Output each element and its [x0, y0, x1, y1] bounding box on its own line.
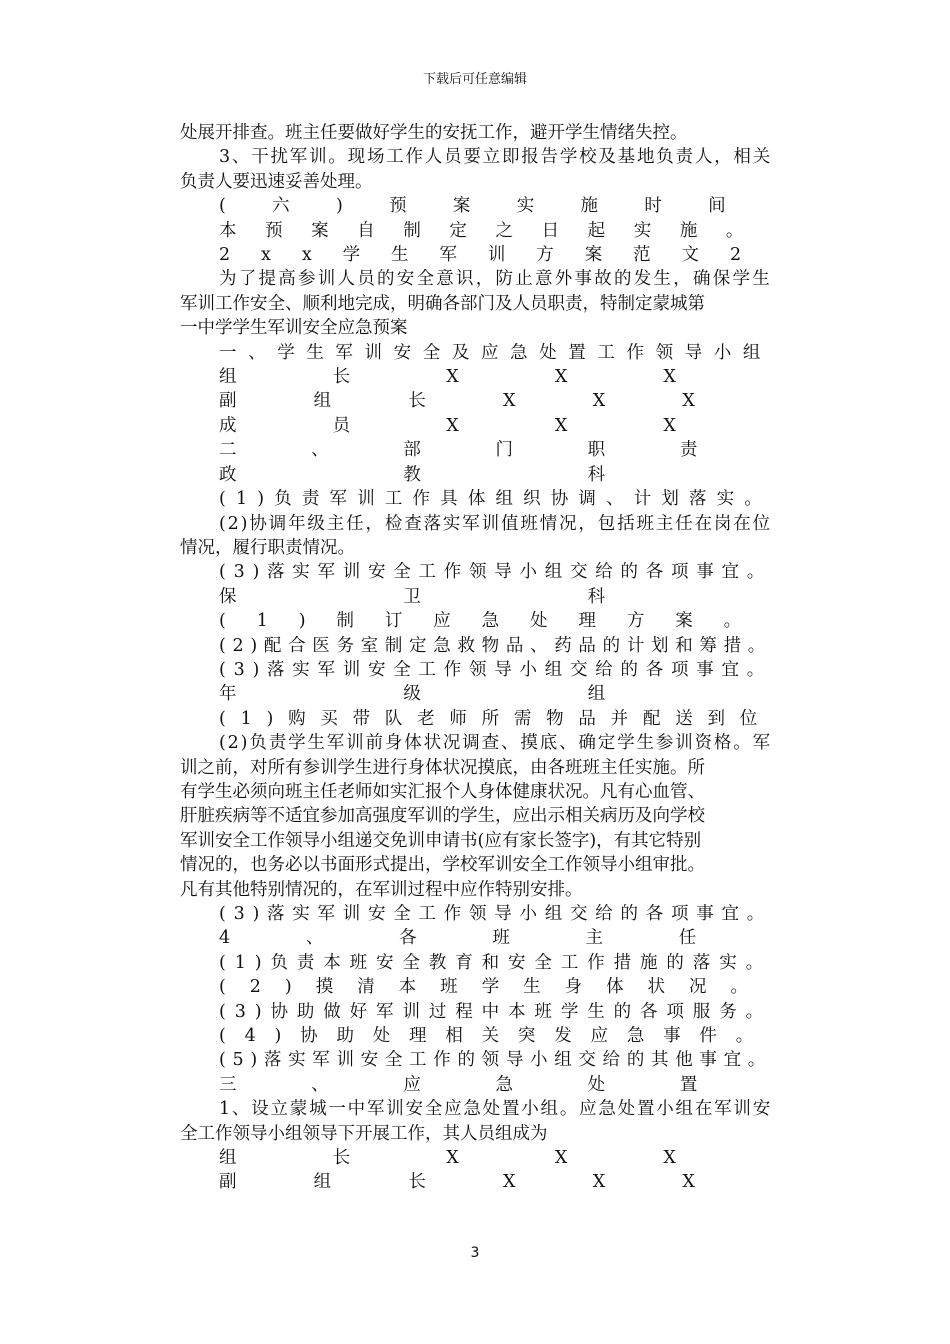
- text-line: 为了提高参训人员的安全意识，防止意外事故的发生，确保学生: [219, 269, 772, 290]
- section-heading: (六)预案实施时间: [219, 196, 772, 217]
- text-line: 训之前，对所有参训学生进行身体状况摸底，由各班班主任实施。所: [180, 757, 705, 778]
- text-line: (1)负责本班安全教育和安全工作措施的落实。: [219, 952, 772, 973]
- text-line: 副组长XXX: [219, 391, 772, 412]
- text-line: (3)落实军训安全工作领导小组交给的各项事宜。: [219, 659, 772, 680]
- section-heading: 三、应急处置: [219, 1074, 772, 1095]
- text-line: 成员XXX: [219, 415, 772, 436]
- text-line: 一中学学生军训安全应急预案: [180, 318, 408, 339]
- text-line: 副组长XXX: [219, 1172, 772, 1193]
- text-line: 3、干扰军训。现场工作人员要立即报告学校及基地负责人，相关: [219, 147, 772, 168]
- text-line: 肝脏疾病等不适宜参加高强度军训的学生，应出示相关病历及向学校: [180, 806, 705, 827]
- section-heading: 一、学生军训安全及应急处置工作领导小组: [219, 342, 772, 363]
- page-header: 下载后可任意编辑: [422, 72, 527, 87]
- text-line: 处展开排查。班主任要做好学生的安抚工作，避开学生情绪失控。: [180, 123, 688, 143]
- text-line: (1)负责军训工作具体组织协调、计划落实。: [219, 489, 772, 510]
- text-line: (5)落实军训安全工作的领导小组交给的其他事宜。: [219, 1050, 772, 1071]
- text-line: (3)协助做好军训过程中本班学生的各项服务。: [219, 1001, 772, 1022]
- text-line: (4)协助处理相关突发应急事件。: [219, 1026, 772, 1047]
- text-line: 组长XXX: [219, 1148, 772, 1169]
- text-line: 1、设立蒙城一中军训安全应急处置小组。应急处置小组在军训安: [219, 1099, 772, 1120]
- text-line: 组长XXX: [219, 367, 772, 388]
- text-line: 军训工作安全、顺利地完成，明确各部门及人员职责，特制定蒙城第: [180, 293, 705, 314]
- text-line: (2)负责学生军训前身体状况调查、摸底、确定学生参训资格。军: [219, 733, 772, 754]
- text-line: (1)购买带队老师所需物品并配送到位: [219, 708, 772, 729]
- text-line: 负责人要迅速妥善处理。: [180, 171, 373, 192]
- document-body: [180, 121, 772, 1195]
- text-line: (3)落实军训安全工作领导小组交给的各项事宜。: [219, 904, 772, 924]
- page-number: 3: [470, 1245, 480, 1261]
- text-line: (1)制订应急处理方案。: [219, 611, 772, 632]
- text-line: 全工作领导小组领导下开展工作，其人员组成为: [180, 1123, 548, 1144]
- text-line: 年级组: [219, 684, 772, 705]
- text-line: 军训安全工作领导小组递交免训申请书(应有家长签字)，有其它特别: [180, 830, 702, 851]
- text-line: 保卫科: [219, 586, 772, 607]
- text-line: 政教科: [219, 464, 772, 485]
- text-line: (2)协调年级主任，检查落实军训值班情况，包括班主任在岗在位: [219, 513, 772, 534]
- text-line: 有学生必须向班主任老师如实汇报个人身体健康状况。凡有心血管、: [180, 781, 705, 802]
- text-line: 凡有其他特别情况的，在军训过程中应作特别安排。: [180, 879, 583, 900]
- text-line: 4、各班主任: [219, 928, 772, 949]
- text-line: (2)配合医务室制定急救物品、药品的计划和筹措。: [219, 635, 772, 656]
- text-line: 情况的，也务必以书面形式提出，学校军训安全工作领导小组审批。: [180, 855, 705, 876]
- text-line: (3)落实军训安全工作领导小组交给的各项事宜。: [219, 562, 772, 583]
- text-line: 情况，履行职责情况。: [180, 537, 355, 558]
- section-heading: 2xx学生军训方案范文2: [219, 245, 772, 266]
- section-heading: 二、部门职责: [219, 440, 772, 461]
- text-line: (2)摸清本班学生身体状况。: [219, 977, 772, 998]
- text-line: 本预案自制定之日起实施。: [219, 220, 772, 241]
